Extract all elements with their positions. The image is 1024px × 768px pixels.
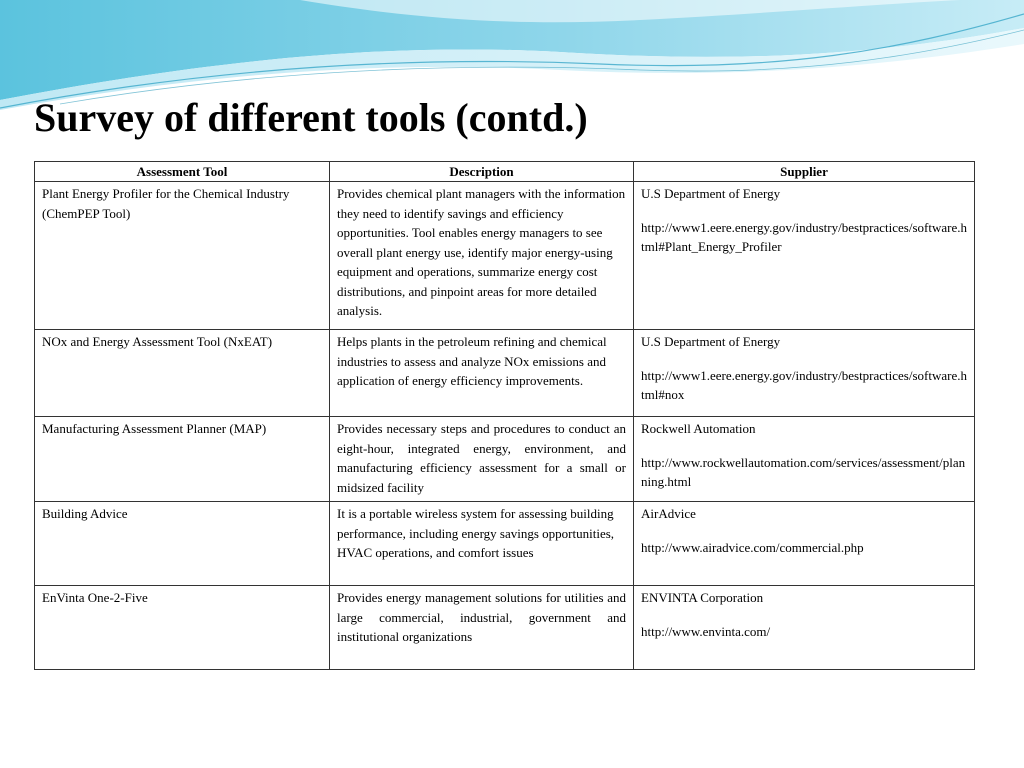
header-supplier: Supplier bbox=[634, 162, 975, 182]
description-cell: It is a portable wireless system for assessing building performance, including energy savings opportunities, HVAC operations, and comfort issues bbox=[330, 502, 634, 586]
tool-cell: Plant Energy Profiler for the Chemical Industry (ChemPEP Tool) bbox=[35, 182, 330, 330]
description-cell: Helps plants in the petroleum refining and chemical industries to assess and analyze NOx emissions and application of energy efficiency improvements. bbox=[330, 330, 634, 417]
supplier-url: http://www1.eere.energy.gov/industry/bestpractices/software.html#nox bbox=[641, 367, 967, 402]
supplier-name: AirAdvice bbox=[641, 506, 696, 521]
description-cell: Provides necessary steps and procedures to conduct an eight-hour, integrated energy, environment, and manufacturing efficiency assessment for a small or midsized facility bbox=[330, 417, 634, 502]
tool-cell: NOx and Energy Assessment Tool (NxEAT) bbox=[35, 330, 330, 417]
supplier-name: ENVINTA Corporation bbox=[641, 590, 764, 605]
supplier-url: http://www.envinta.com/ bbox=[641, 623, 771, 639]
supplier-cell bbox=[634, 502, 975, 586]
tool-cell: Manufacturing Assessment Planner (MAP) bbox=[35, 417, 330, 502]
slide-title: Survey of different tools (contd.) bbox=[34, 95, 588, 140]
supplier-url: http://www.airadvice.com/commercial.php bbox=[641, 539, 864, 555]
supplier-name: U.S Department of Energy bbox=[641, 186, 781, 201]
table-row bbox=[35, 586, 975, 670]
tool-cell: Building Advice bbox=[35, 502, 330, 586]
header-description: Description bbox=[330, 162, 634, 182]
supplier-cell bbox=[634, 330, 975, 417]
supplier-name: U.S Department of Energy bbox=[641, 334, 781, 349]
supplier-url: http://www1.eere.energy.gov/industry/bestpractices/software.html#Plant_Energy_Profiler bbox=[641, 219, 967, 254]
tool-cell: EnVinta One-2-Five bbox=[35, 586, 330, 670]
table-row bbox=[35, 182, 975, 330]
supplier-cell bbox=[634, 586, 975, 670]
table-row bbox=[35, 502, 975, 586]
tools-table bbox=[34, 161, 975, 670]
supplier-cell bbox=[634, 417, 975, 502]
table-row bbox=[35, 330, 975, 417]
description-cell: Provides chemical plant managers with the information they need to identify savings and efficiency opportunities. Tool enables energy managers to see overall plant energy use, identify major energy-using equipment and operations, summarize energy cost distributions, and pinpoint areas for more detailed analysis. bbox=[330, 182, 634, 330]
header-assessment-tool: Assessment Tool bbox=[35, 162, 330, 182]
table-row bbox=[35, 417, 975, 502]
supplier-cell bbox=[634, 182, 975, 330]
table-header-row bbox=[35, 162, 975, 182]
description-cell: Provides energy management solutions for utilities and large commercial, industrial, government and institutional organizations bbox=[330, 586, 634, 670]
supplier-url: http://www.rockwellautomation.com/services/assessment/planning.html bbox=[641, 454, 966, 489]
supplier-name: Rockwell Automation bbox=[641, 421, 756, 436]
